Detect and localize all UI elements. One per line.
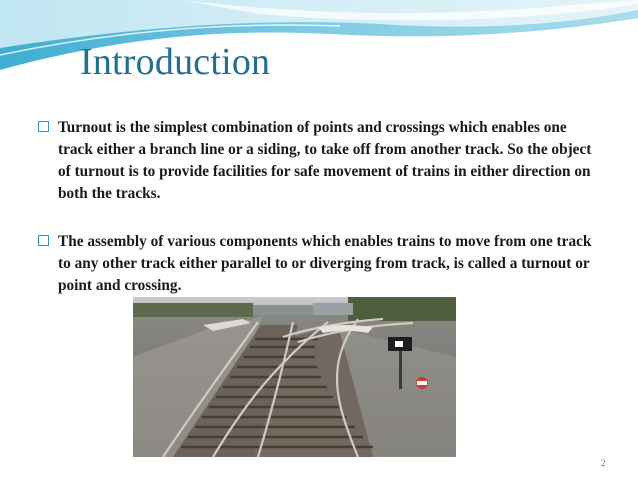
bullet-box-icon [38, 121, 49, 132]
bullet-box-icon [38, 235, 49, 246]
bullet-item [38, 231, 593, 297]
slide-title: Introduction [80, 41, 271, 83]
bullet-text: Turnout is the simplest combination of points and crossings which enables one track either a branch line or a siding, to take off from another track. So the object of turnout is to provide facilities for safe movement of trains in either direction on both the tracks. [58, 119, 592, 202]
bullet-item [38, 117, 593, 205]
railway-turnout-photo [133, 297, 456, 457]
bullet-text: The assembly of various components which enables trains to move from one track to any other track either parallel to or diverging from track, is called a turnout or point and crossing. [58, 233, 592, 294]
page-number: 2 [601, 458, 606, 468]
